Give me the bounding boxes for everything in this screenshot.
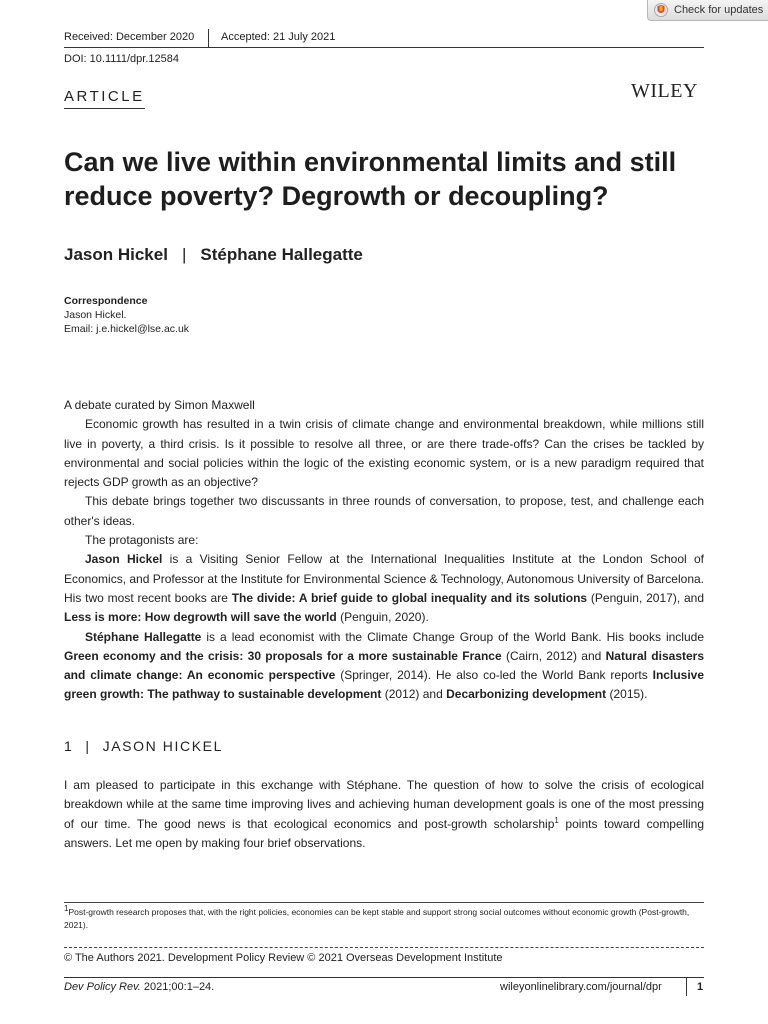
book-publisher: (Springer, 2014). He also co-led the World Bank reports [335, 668, 653, 683]
section-heading [64, 738, 223, 754]
report-year: (2012) and [381, 687, 447, 702]
correspondence-block [64, 294, 189, 336]
copyright-rule [64, 947, 704, 948]
hickel-bio-paragraph [64, 550, 704, 627]
book-publisher: (Penguin, 2017), and [587, 590, 705, 605]
section-separator: | [85, 738, 91, 754]
meta-divider [208, 29, 209, 47]
hallegatte-bio-text: is a lead economist with the Climate Change Group of the World Bank. His books include [201, 629, 704, 644]
journal-citation [64, 981, 214, 993]
section-paragraph [64, 776, 704, 853]
correspondence-name: Jason Hickel. [64, 309, 127, 321]
author-list [64, 245, 363, 265]
hallegatte-name: Stéphane Hallegatte [85, 629, 202, 644]
author-name[interactable]: Jason Hickel [64, 245, 168, 264]
report-title: Inclusive green growth: The pathway to sustainable development [64, 668, 704, 702]
header-rule [64, 47, 704, 48]
section-text: points toward compelling answers. Let me open by making four brief observations. [64, 816, 705, 850]
book-title: Green economy and the crisis: 30 proposals for a more sustainable France [64, 648, 502, 663]
intro-paragraph: Economic growth has resulted in a twin crisis of climate change and environmental breakdown, while millions still live in poverty, a third crisis. Is it possible to resolve all three, or are there trade-offs? Can the crises be tackled by environmental and social policies within the logic of the existing economic system, or is a new paradigm required that rejects GDP growth as an objective? [64, 417, 704, 490]
doi-link[interactable]: DOI: 10.1111/dpr.12584 [64, 53, 179, 65]
article-type-label: ARTICLE [64, 88, 145, 109]
intro-paragraph: The protagonists are: [85, 533, 199, 548]
book-publisher: (Cairn, 2012) and [501, 648, 606, 663]
footer-rule [64, 977, 704, 978]
author-separator: | [181, 245, 187, 264]
footnote-rule [64, 902, 704, 903]
footnote-text: Post-growth research proposes that, with the right policies, economies can be kept stable and support strong social outcomes without economic growth (Post-growth, 2021). [64, 907, 690, 930]
section-title: JASON HICKEL [102, 738, 223, 754]
journal-abbrev: Dev Policy Rev. [64, 981, 141, 993]
journal-website-link[interactable]: wileyonlinelibrary.com/journal/dpr [500, 981, 662, 993]
section-text: I am pleased to participate in this exchange with Stéphane. The question of how to solve the crisis of ecological breakdown while at the same time improving lives and achieving human development goals is one of the most pressing of our time. The good news is that ecological economics and post-growth scholarship [64, 778, 704, 831]
curated-line: A debate curated by Simon Maxwell [64, 398, 255, 412]
check-for-updates-icon [654, 3, 668, 17]
intro-body [64, 396, 704, 705]
citation-details: 2021;00:1–24. [140, 981, 215, 993]
copyright-notice: © The Authors 2021. Development Policy Review © 2021 Overseas Development Institute [64, 952, 503, 964]
book-publisher: (Penguin, 2020). [336, 610, 429, 625]
book-title: Less is more: How degrowth will save the world [64, 610, 337, 625]
accepted-date: Accepted: 21 July 2021 [221, 31, 336, 43]
footnote-mark: 1 [64, 904, 69, 914]
article-title: Can we live within environmental limits and still reduce poverty? Degrowth or decoupling? [64, 147, 677, 211]
footnote-ref[interactable]: 1 [554, 815, 559, 825]
hickel-bio-text: is a Visiting Senior Fellow at the International Inequalities Institute at the London School of Economics, and Professor at the Institute for Environmental Science & Technology, Autonomous University of Barcelona. His two most recent books are [64, 552, 704, 605]
report-title: Decarbonizing development [446, 687, 607, 702]
hallegatte-bio-paragraph [64, 628, 704, 705]
author-name[interactable]: Stéphane Hallegatte [200, 245, 363, 264]
intro-paragraph: This debate brings together two discussants in three rounds of conversation, to propose, test, and challenge each other's ideas. [64, 494, 704, 528]
correspondence-email[interactable]: Email: j.e.hickel@lse.ac.uk [64, 323, 190, 335]
book-title: The divide: A brief guide to global inequality and its solutions [231, 590, 588, 605]
book-title: Natural disasters and climate change: An economic perspective [64, 648, 705, 683]
section-number: 1 [64, 738, 74, 754]
footer-divider [686, 978, 687, 996]
page-number: 1 [697, 981, 704, 993]
footnote [64, 906, 704, 932]
publisher-logo: WILEY [631, 80, 698, 102]
correspondence-heading: Correspondence [64, 295, 148, 307]
check-for-updates-label: Check for updates [674, 4, 764, 16]
received-date: Received: December 2020 [64, 31, 195, 43]
hickel-name: Jason Hickel [85, 552, 163, 567]
report-year: (2015). [606, 687, 648, 702]
check-for-updates-button[interactable] [647, 0, 768, 21]
